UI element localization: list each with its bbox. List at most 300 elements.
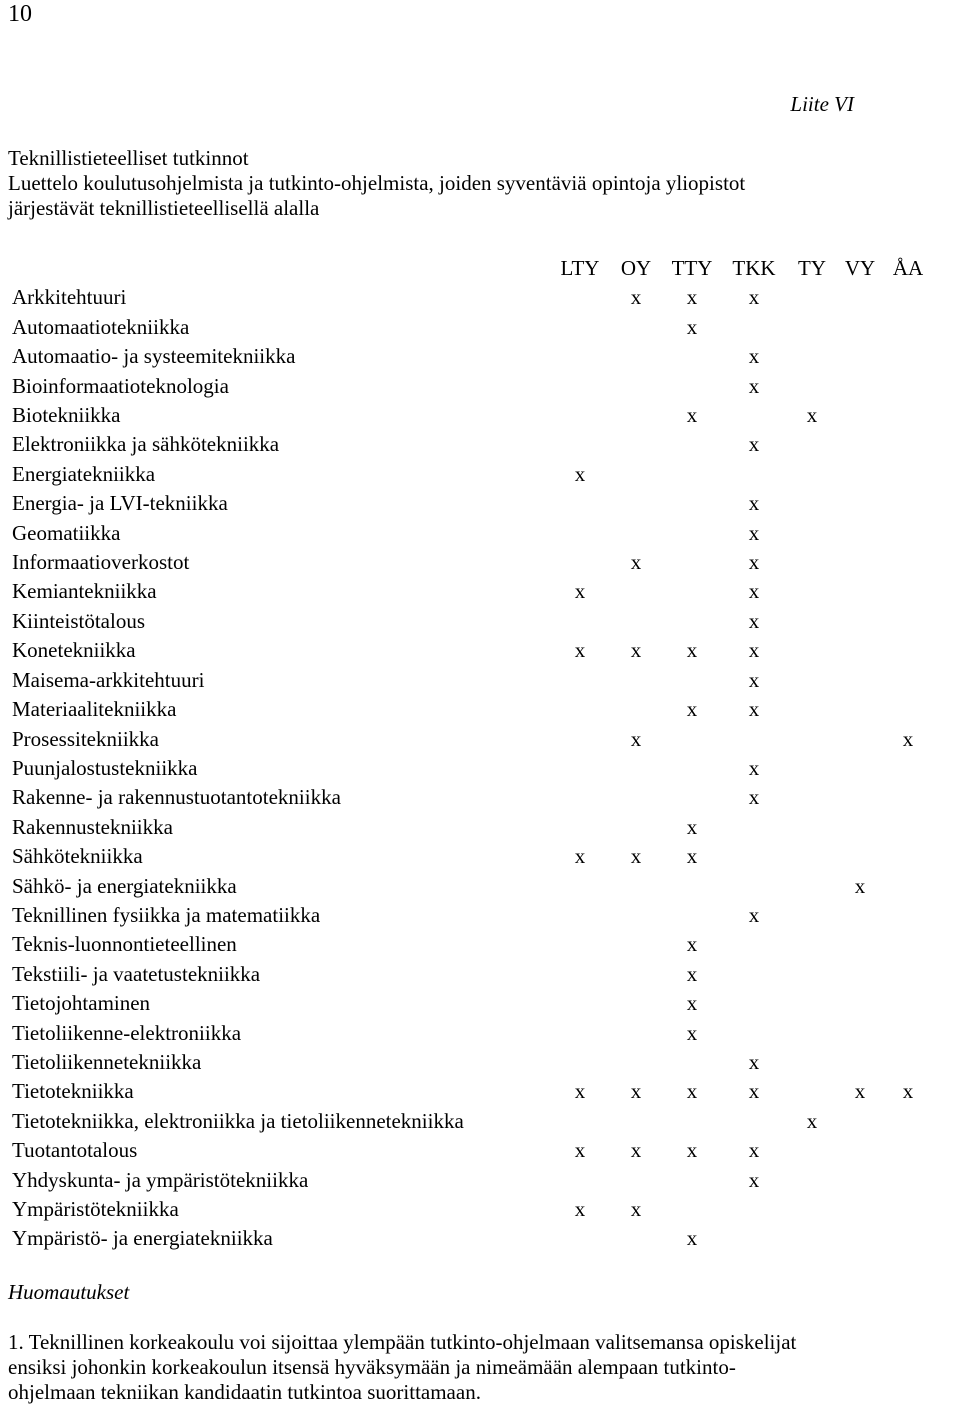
- mark-cell-tty: [664, 725, 720, 754]
- mark-cell-ty: [788, 960, 836, 989]
- mark-cell-vy: [836, 960, 884, 989]
- mark-cell-tty: [664, 754, 720, 783]
- mark-cell-ty: [788, 313, 836, 342]
- mark-cell-aa: [884, 1166, 932, 1195]
- mark-cell-lty: [552, 607, 608, 636]
- mark-cell-tty: x: [686, 638, 698, 663]
- mark-cell-aa: [884, 1107, 932, 1136]
- mark-cell-oy: [608, 783, 664, 812]
- mark-cell-vy: [836, 1136, 884, 1165]
- mark-cell-tkk: x: [748, 432, 760, 457]
- mark-cell-vy: [836, 636, 884, 665]
- heading-subtitle-line-2: järjestävät teknillistieteellisellä alalla: [8, 196, 320, 220]
- mark-cell-tkk: x: [748, 550, 760, 575]
- mark-cell-oy: [608, 489, 664, 518]
- mark-cell-lty: [552, 960, 608, 989]
- table-row: [0, 372, 932, 401]
- mark-cell-oy: x: [630, 550, 642, 575]
- mark-cell-ty: [788, 695, 836, 724]
- table-row: [0, 313, 932, 342]
- mark-cell-oy: [608, 1048, 664, 1077]
- mark-cell-lty: [552, 519, 608, 548]
- mark-cell-vy: [836, 519, 884, 548]
- program-name: Materiaalitekniikka: [12, 697, 177, 722]
- mark-cell-tkk: [720, 989, 788, 1018]
- mark-cell-vy: [836, 901, 884, 930]
- mark-cell-tty: [664, 666, 720, 695]
- mark-cell-aa: [884, 960, 932, 989]
- mark-cell-oy: [608, 460, 664, 489]
- mark-cell-tkk: x: [748, 1079, 760, 1104]
- mark-cell-tkk: x: [748, 697, 760, 722]
- mark-cell-vy: [836, 489, 884, 518]
- mark-cell-tkk: x: [748, 285, 760, 310]
- table-row: [0, 342, 932, 371]
- heading-title: Teknillistieteelliset tutkinnot: [8, 146, 249, 170]
- mark-cell-tkk: [720, 460, 788, 489]
- program-name: Kemiantekniikka: [12, 579, 157, 604]
- mark-cell-tkk: x: [748, 667, 760, 692]
- table-row: [0, 725, 932, 754]
- mark-cell-vy: [836, 695, 884, 724]
- mark-cell-lty: [552, 1019, 608, 1048]
- mark-cell-tkk: [720, 813, 788, 842]
- mark-cell-oy: [608, 666, 664, 695]
- mark-cell-aa: x: [902, 1079, 914, 1104]
- mark-cell-lty: [552, 1048, 608, 1077]
- table-row: [0, 1224, 932, 1253]
- mark-cell-tkk: x: [748, 373, 760, 398]
- mark-cell-vy: [836, 401, 884, 430]
- table-row: [0, 813, 932, 842]
- mark-cell-aa: [884, 1195, 932, 1224]
- mark-cell-tkk: [720, 313, 788, 342]
- mark-cell-tty: x: [686, 1020, 698, 1045]
- mark-cell-aa: [884, 1224, 932, 1253]
- mark-cell-vy: [836, 754, 884, 783]
- table-row: [0, 430, 932, 459]
- mark-cell-tkk: x: [748, 638, 760, 663]
- mark-cell-tty: [664, 607, 720, 636]
- mark-cell-tty: [664, 783, 720, 812]
- mark-cell-tkk: x: [748, 344, 760, 369]
- program-name-header: [0, 254, 552, 283]
- program-name: Ympäristötekniikka: [12, 1197, 179, 1221]
- mark-cell-lty: x: [574, 1079, 586, 1104]
- mark-cell-lty: [552, 313, 608, 342]
- table-row: [0, 548, 932, 577]
- mark-cell-tkk: x: [748, 608, 760, 633]
- mark-cell-ty: [788, 666, 836, 695]
- mark-cell-oy: [608, 872, 664, 901]
- university-header-lty: LTY: [560, 256, 600, 280]
- mark-cell-lty: [552, 813, 608, 842]
- mark-cell-tty: [664, 1195, 720, 1224]
- mark-cell-lty: [552, 901, 608, 930]
- mark-cell-aa: x: [902, 726, 914, 751]
- mark-cell-oy: x: [630, 1079, 642, 1104]
- mark-cell-ty: [788, 430, 836, 459]
- mark-cell-oy: x: [630, 1138, 642, 1163]
- mark-cell-aa: [884, 842, 932, 871]
- heading-subtitle-line-1: Luettelo koulutusohjelmista ja tutkinto-ohjelmista, joiden syventäviä opintoja yliopistot: [8, 171, 746, 195]
- mark-cell-tty: x: [686, 403, 698, 428]
- mark-cell-oy: [608, 313, 664, 342]
- mark-cell-oy: [608, 813, 664, 842]
- mark-cell-ty: [788, 636, 836, 665]
- mark-cell-tty: [664, 372, 720, 401]
- mark-cell-aa: [884, 930, 932, 959]
- mark-cell-oy: x: [630, 638, 642, 663]
- table-row: [0, 1107, 932, 1136]
- mark-cell-aa: [884, 460, 932, 489]
- mark-cell-lty: [552, 1166, 608, 1195]
- program-name: Informaatioverkostot: [12, 550, 190, 575]
- table-row: [0, 577, 932, 606]
- mark-cell-lty: [552, 430, 608, 459]
- page-number: 10: [8, 1, 32, 27]
- mark-cell-ty: [788, 519, 836, 548]
- mark-cell-tkk: [720, 930, 788, 959]
- mark-cell-lty: x: [574, 579, 586, 604]
- mark-cell-ty: [788, 548, 836, 577]
- program-name: Automaatio- ja systeemitekniikka: [12, 344, 296, 369]
- mark-cell-aa: [884, 548, 932, 577]
- mark-cell-aa: [884, 1136, 932, 1165]
- mark-cell-ty: [788, 607, 836, 636]
- mark-cell-tkk: [720, 401, 788, 430]
- mark-cell-aa: [884, 1048, 932, 1077]
- mark-cell-ty: [788, 460, 836, 489]
- program-name: Kiinteistötalous: [12, 608, 145, 633]
- mark-cell-tkk: [720, 1019, 788, 1048]
- mark-cell-lty: [552, 489, 608, 518]
- mark-cell-vy: [836, 607, 884, 636]
- mark-cell-aa: [884, 313, 932, 342]
- program-rows: [0, 283, 932, 1253]
- mark-cell-ty: [788, 930, 836, 959]
- mark-cell-vy: [836, 842, 884, 871]
- mark-cell-aa: [884, 783, 932, 812]
- mark-cell-oy: [608, 754, 664, 783]
- program-name: Tuotantotalous: [12, 1138, 138, 1163]
- program-name: Automaatiotekniikka: [12, 314, 190, 339]
- mark-cell-tkk: x: [748, 902, 760, 927]
- mark-cell-oy: [608, 989, 664, 1018]
- mark-cell-tty: [664, 901, 720, 930]
- program-name: Tekstiili- ja vaatetustekniikka: [12, 961, 261, 986]
- mark-cell-lty: [552, 372, 608, 401]
- mark-cell-vy: [836, 1048, 884, 1077]
- table-header-row: [0, 254, 932, 283]
- mark-cell-vy: [836, 313, 884, 342]
- mark-cell-lty: [552, 1107, 608, 1136]
- mark-cell-ty: x: [806, 1108, 818, 1133]
- mark-cell-ty: [788, 577, 836, 606]
- mark-cell-oy: [608, 1224, 664, 1253]
- program-name: Yhdyskunta- ja ympäristötekniikka: [12, 1167, 309, 1192]
- mark-cell-tkk: [720, 1107, 788, 1136]
- mark-cell-lty: [552, 342, 608, 371]
- mark-cell-ty: [788, 342, 836, 371]
- mark-cell-tkk: x: [748, 491, 760, 516]
- program-name: Sähkö- ja energiatekniikka: [12, 873, 237, 898]
- program-name: Teknis-luonnontieteellinen: [12, 932, 237, 957]
- mark-cell-ty: [788, 372, 836, 401]
- mark-cell-vy: [836, 1224, 884, 1253]
- mark-cell-lty: [552, 283, 608, 312]
- mark-cell-lty: x: [574, 844, 586, 869]
- program-name: Biotekniikka: [12, 403, 121, 428]
- mark-cell-aa: [884, 666, 932, 695]
- program-name: Rakennustekniikka: [12, 814, 173, 839]
- table-row: [0, 783, 932, 812]
- mark-cell-vy: [836, 725, 884, 754]
- mark-cell-oy: [608, 1107, 664, 1136]
- mark-cell-oy: x: [630, 726, 642, 751]
- mark-cell-ty: [788, 1224, 836, 1253]
- mark-cell-ty: [788, 725, 836, 754]
- note-line-3: ohjelmaan tekniikan kandidaatin tutkintoa suorittamaan.: [8, 1380, 481, 1404]
- mark-cell-tty: x: [686, 991, 698, 1016]
- mark-cell-tty: x: [686, 814, 698, 839]
- mark-cell-tkk: x: [748, 520, 760, 545]
- program-name: Elektroniikka ja sähkötekniikka: [12, 432, 280, 457]
- mark-cell-lty: [552, 695, 608, 724]
- mark-cell-aa: [884, 607, 932, 636]
- mark-cell-aa: [884, 1019, 932, 1048]
- mark-cell-lty: [552, 930, 608, 959]
- mark-cell-lty: x: [574, 1138, 586, 1163]
- mark-cell-aa: [884, 372, 932, 401]
- mark-cell-tty: x: [686, 1138, 698, 1163]
- programs-table: [0, 254, 932, 1254]
- program-name: Prosessitekniikka: [12, 726, 159, 751]
- mark-cell-ty: [788, 1019, 836, 1048]
- table-row: [0, 1019, 932, 1048]
- table-row: [0, 960, 932, 989]
- mark-cell-vy: x: [854, 873, 866, 898]
- table-row: [0, 842, 932, 871]
- mark-cell-lty: [552, 548, 608, 577]
- mark-cell-oy: x: [630, 285, 642, 310]
- mark-cell-lty: x: [574, 461, 586, 486]
- mark-cell-aa: [884, 636, 932, 665]
- mark-cell-tty: [664, 872, 720, 901]
- notes-text: [8, 1330, 960, 1405]
- university-header-vy: VY: [844, 256, 876, 280]
- mark-cell-tkk: x: [748, 1138, 760, 1163]
- mark-cell-tkk: x: [748, 1049, 760, 1074]
- mark-cell-vy: [836, 430, 884, 459]
- mark-cell-vy: [836, 1195, 884, 1224]
- mark-cell-vy: [836, 1019, 884, 1048]
- mark-cell-aa: [884, 577, 932, 606]
- mark-cell-aa: [884, 989, 932, 1018]
- mark-cell-tty: [664, 548, 720, 577]
- mark-cell-tty: [664, 577, 720, 606]
- mark-cell-lty: [552, 401, 608, 430]
- mark-cell-aa: [884, 901, 932, 930]
- program-name: Energiatekniikka: [12, 461, 156, 486]
- mark-cell-vy: [836, 283, 884, 312]
- mark-cell-aa: [884, 401, 932, 430]
- program-name: Bioinformaatioteknologia: [12, 373, 229, 398]
- notes-title: Huomautukset: [8, 1280, 130, 1304]
- mark-cell-ty: [788, 754, 836, 783]
- university-header-oy: OY: [620, 256, 652, 280]
- mark-cell-vy: [836, 342, 884, 371]
- note-line-1: 1. Teknillinen korkeakoulu voi sijoittaa ylempään tutkinto-ohjelmaan valitsemansa opiskelijat: [8, 1330, 797, 1354]
- mark-cell-ty: [788, 1048, 836, 1077]
- mark-cell-tkk: [720, 1195, 788, 1224]
- table-row: [0, 901, 932, 930]
- appendix-label: Liite VI: [790, 92, 854, 116]
- mark-cell-aa: [884, 342, 932, 371]
- mark-cell-aa: [884, 519, 932, 548]
- mark-cell-vy: [836, 577, 884, 606]
- program-name: Rakenne- ja rakennustuotantotekniikka: [12, 785, 341, 810]
- mark-cell-oy: [608, 1019, 664, 1048]
- mark-cell-aa: [884, 813, 932, 842]
- table-row: [0, 666, 932, 695]
- mark-cell-lty: [552, 989, 608, 1018]
- mark-cell-oy: [608, 960, 664, 989]
- mark-cell-tkk: x: [748, 579, 760, 604]
- mark-cell-vy: x: [854, 1079, 866, 1104]
- program-name: Tietotekniikka: [12, 1079, 134, 1104]
- mark-cell-tty: [664, 519, 720, 548]
- university-header-ty: TY: [798, 256, 826, 280]
- program-name: Tietoliikenne-elektroniikka: [12, 1020, 242, 1045]
- table-row: [0, 695, 932, 724]
- mark-cell-tkk: [720, 872, 788, 901]
- mark-cell-vy: [836, 989, 884, 1018]
- table-row: [0, 754, 932, 783]
- mark-cell-oy: [608, 430, 664, 459]
- mark-cell-tty: x: [686, 697, 698, 722]
- mark-cell-tkk: x: [748, 785, 760, 810]
- mark-cell-lty: x: [574, 1197, 586, 1221]
- mark-cell-ty: [788, 783, 836, 812]
- mark-cell-ty: [788, 1195, 836, 1224]
- mark-cell-tty: [664, 1166, 720, 1195]
- mark-cell-vy: [836, 930, 884, 959]
- table-row: [0, 489, 932, 518]
- mark-cell-ty: x: [806, 403, 818, 428]
- mark-cell-ty: [788, 842, 836, 871]
- mark-cell-tty: x: [686, 932, 698, 957]
- program-name: Arkkitehtuuri: [12, 285, 127, 310]
- mark-cell-tkk: [720, 960, 788, 989]
- mark-cell-oy: [608, 901, 664, 930]
- table-row: [0, 636, 932, 665]
- mark-cell-aa: [884, 283, 932, 312]
- mark-cell-vy: [836, 1107, 884, 1136]
- mark-cell-tty: x: [686, 1226, 698, 1251]
- table-row: [0, 460, 932, 489]
- mark-cell-tty: x: [686, 961, 698, 986]
- program-name: Teknillinen fysiikka ja matematiikka: [12, 902, 321, 927]
- table-row: [0, 1136, 932, 1165]
- mark-cell-tty: [664, 342, 720, 371]
- mark-cell-oy: [608, 695, 664, 724]
- mark-cell-oy: [608, 372, 664, 401]
- mark-cell-ty: [788, 1166, 836, 1195]
- mark-cell-ty: [788, 283, 836, 312]
- mark-cell-ty: [788, 872, 836, 901]
- mark-cell-lty: [552, 783, 608, 812]
- note-line-2: ensiksi johonkin korkeakoulun itsensä hyväksymään ja nimeämään alempaan tutkinto-: [8, 1355, 736, 1379]
- mark-cell-lty: [552, 666, 608, 695]
- mark-cell-tty: x: [686, 844, 698, 869]
- program-name: Tietotekniikka, elektroniikka ja tietoliikennetekniikka: [12, 1108, 464, 1133]
- mark-cell-vy: [836, 548, 884, 577]
- mark-cell-oy: x: [630, 1197, 642, 1221]
- program-name: Tietojohtaminen: [12, 991, 151, 1016]
- mark-cell-tty: x: [686, 1079, 698, 1104]
- mark-cell-tty: [664, 489, 720, 518]
- mark-cell-ty: [788, 901, 836, 930]
- table-row: [0, 607, 932, 636]
- program-name: Geomatiikka: [12, 520, 121, 545]
- mark-cell-aa: [884, 489, 932, 518]
- university-header-tkk: TKK: [732, 256, 776, 280]
- table-row: [0, 519, 932, 548]
- mark-cell-vy: [836, 460, 884, 489]
- mark-cell-oy: [608, 1166, 664, 1195]
- mark-cell-lty: [552, 872, 608, 901]
- mark-cell-tty: [664, 1107, 720, 1136]
- mark-cell-aa: [884, 872, 932, 901]
- mark-cell-tty: [664, 430, 720, 459]
- mark-cell-oy: x: [630, 844, 642, 869]
- mark-cell-aa: [884, 695, 932, 724]
- table-row: [0, 989, 932, 1018]
- program-name: Konetekniikka: [12, 638, 136, 663]
- program-name: Maisema-arkkitehtuuri: [12, 667, 205, 692]
- program-name: Sähkötekniikka: [12, 844, 143, 869]
- mark-cell-vy: [836, 372, 884, 401]
- table-row: [0, 1166, 932, 1195]
- mark-cell-tty: x: [686, 314, 698, 339]
- mark-cell-oy: [608, 930, 664, 959]
- mark-cell-tkk: [720, 725, 788, 754]
- table-row: [0, 1048, 932, 1077]
- table-row: [0, 283, 932, 312]
- program-name: Tietoliikennetekniikka: [12, 1049, 202, 1074]
- mark-cell-lty: [552, 725, 608, 754]
- program-name: Puunjalostustekniikka: [12, 755, 198, 780]
- mark-cell-aa: [884, 754, 932, 783]
- mark-cell-tty: [664, 460, 720, 489]
- mark-cell-ty: [788, 1077, 836, 1106]
- mark-cell-vy: [836, 813, 884, 842]
- mark-cell-ty: [788, 813, 836, 842]
- mark-cell-lty: x: [574, 638, 586, 663]
- table-row: [0, 930, 932, 959]
- mark-cell-vy: [836, 666, 884, 695]
- table-row: [0, 401, 932, 430]
- mark-cell-oy: [608, 342, 664, 371]
- program-name: Energia- ja LVI-tekniikka: [12, 491, 228, 516]
- mark-cell-ty: [788, 1136, 836, 1165]
- table-row: [0, 1077, 932, 1106]
- mark-cell-tkk: [720, 842, 788, 871]
- university-header-aa: ÅA: [892, 256, 924, 280]
- mark-cell-oy: [608, 519, 664, 548]
- mark-cell-tkk: [720, 1224, 788, 1253]
